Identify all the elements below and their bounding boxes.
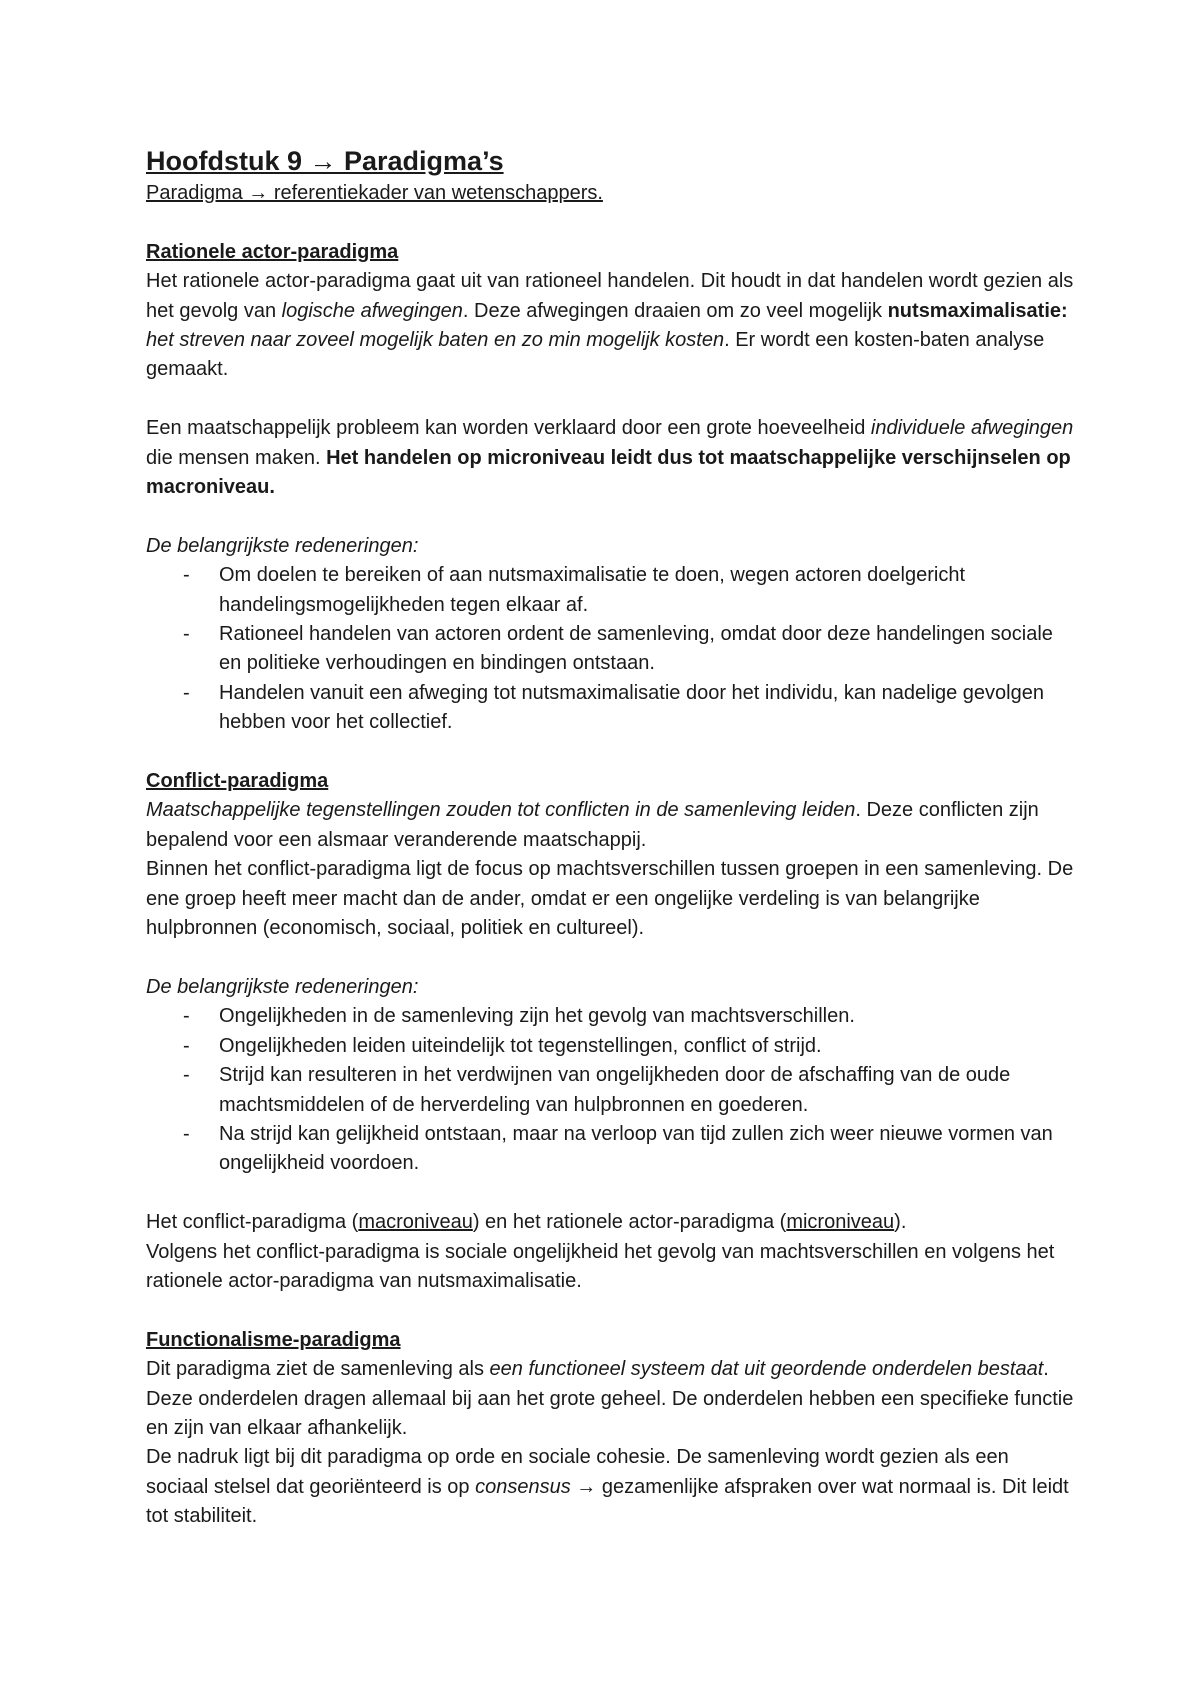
list-item: - Om doelen te bereiken of aan nutsmaximalisatie te doen, wegen actoren doelgericht handelingsmogelijkheden tegen elkaar af.: [146, 561, 1076, 620]
rational-paragraph-1: Het rationele actor-paradigma gaat uit van rationeel handelen. Dit houdt in dat handelen wordt gezien als het gevolg van logische afwegingen. Deze afwegingen draaien om zo veel mogelijk nutsmaximalisatie: het streven naar zoveel mogelijk baten en zo min mogelijk kosten. Er wordt een kosten-baten analyse gemaakt.: [146, 270, 1074, 381]
list-item: - Rationeel handelen van actoren ordent de samenleving, omdat door deze handelingen sociale en politieke verhoudingen en bindingen ontstaan.: [146, 620, 1076, 679]
conflict-paragraph-2: Binnen het conflict-paradigma ligt de focus op machtsverschillen tussen groepen in een samenleving. De ene groep heeft meer macht dan de ander, omdat er een ongelijke verdeling is van belangrijke hulpbronnen (economisch, sociaal, politiek en cultureel).: [146, 858, 1074, 940]
rational-reasoning-label: De belangrijkste redeneringen:: [146, 534, 419, 557]
document-content: [146, 143, 1076, 1532]
list-item: - Na strijd kan gelijkheid ontstaan, maar na verloop van tijd zullen zich weer nieuwe vormen van ongelijkheid voordoen.: [146, 1120, 1076, 1179]
list-item: - Ongelijkheden leiden uiteindelijk tot tegenstellingen, conflict of strijd.: [146, 1032, 1076, 1061]
rational-reasoning-list: [146, 561, 1076, 737]
list-item: - Ongelijkheden in de samenleving zijn het gevolg van machtsverschillen.: [146, 1002, 1076, 1031]
page-subtitle: Paradigma → referentiekader van wetenschappers.: [146, 182, 603, 204]
functionalism-paragraph-2: De nadruk ligt bij dit paradigma op orde en sociale cohesie. De samenleving wordt gezien als een sociaal stelsel dat georiënteerd is op consensus → gezamenlijke afspraken over wat normaal is. Dit leidt tot stabiliteit.: [146, 1446, 1069, 1528]
conflict-comparison: Het conflict-paradigma (macroniveau) en het rationele actor-paradigma (microniveau).: [146, 1211, 907, 1234]
conflict-paragraph-1: Maatschappelijke tegenstellingen zouden tot conflicten in de samenleving leiden. Deze conflicten zijn bepalend voor een alsmaar veranderende maatschappij.: [146, 799, 1039, 851]
conflict-reasoning-list: [146, 1002, 1076, 1178]
page-title: Hoofdstuk 9 → Paradigma’s: [146, 146, 504, 176]
section-heading-rational: Rationele actor-paradigma: [146, 240, 399, 263]
conflict-reasoning-label: De belangrijkste redeneringen:: [146, 975, 419, 998]
conflict-comparison-2: Volgens het conflict-paradigma is sociale ongelijkheid het gevolg van machtsverschillen en volgens het rationele actor-paradigma van nutsmaximalisatie.: [146, 1240, 1055, 1292]
list-item: - Handelen vanuit een afweging tot nutsmaximalisatie door het individu, kan nadelige gevolgen hebben voor het collectief.: [146, 679, 1076, 738]
functionalism-paragraph-1: Dit paradigma ziet de samenleving als een functioneel systeem dat uit geordende onderdelen bestaat. Deze onderdelen dragen allemaal bij aan het grote geheel. De onderdelen hebben een specifieke functie en zijn van elkaar afhankelijk.: [146, 1358, 1074, 1439]
rational-paragraph-2: Een maatschappelijk probleem kan worden verklaard door een grote hoeveelheid individuele afwegingen die mensen maken. Het handelen op microniveau leidt dus tot maatschappelijke verschijnselen op macroniveau.: [146, 417, 1074, 499]
section-heading-conflict: Conflict-paradigma: [146, 770, 329, 793]
section-heading-functionalism: Functionalisme-paradigma: [146, 1328, 401, 1351]
list-item: - Strijd kan resulteren in het verdwijnen van ongelijkheden door de afschaffing van de oude machtsmiddelen of de herverdeling van hulpbronnen en goederen.: [146, 1061, 1076, 1120]
